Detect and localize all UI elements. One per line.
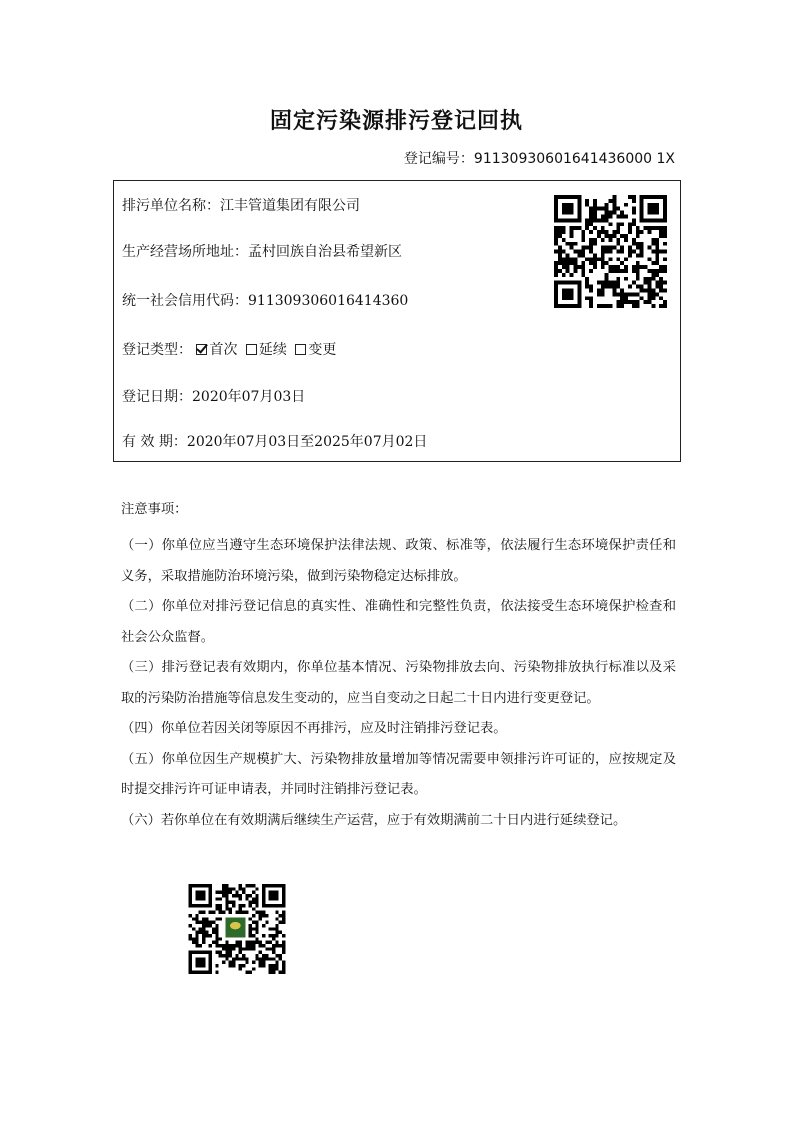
note-item: （六）若你单位在有效期满后继续生产运营，应于有效期满前二十日内进行延续登记。 bbox=[121, 812, 627, 828]
field-validity-period bbox=[122, 431, 427, 451]
field-value: 911309306016414360 bbox=[248, 293, 409, 309]
field-value: 江丰管道集团有限公司 bbox=[220, 198, 360, 214]
field-credit-code bbox=[122, 290, 408, 310]
registration-number-label: 登记编号： bbox=[403, 151, 474, 167]
field-registration-type bbox=[122, 339, 340, 359]
option-first: 首次 bbox=[196, 342, 237, 358]
field-label: 登记类型： bbox=[122, 342, 192, 358]
qr-code-icon bbox=[554, 195, 667, 308]
field-label: 统一社会信用代码： bbox=[122, 293, 248, 309]
qr-code-with-logo-icon bbox=[188, 884, 286, 974]
field-label: 生产经营场所地址： bbox=[122, 244, 248, 260]
checkbox-empty-icon bbox=[246, 344, 257, 355]
field-value: 2020年07月03日 bbox=[192, 389, 306, 405]
field-unit-name bbox=[122, 195, 360, 215]
field-value: 孟村回族自治县希望新区 bbox=[248, 244, 402, 260]
field-label: 登记日期： bbox=[122, 389, 192, 405]
option-change: 变更 bbox=[295, 342, 336, 358]
note-item: （二）你单位对排污登记信息的真实性、准确性和完整性负责，依法接受生态环境保护检查和社会公众监督。 bbox=[121, 599, 676, 645]
notes-section bbox=[121, 500, 676, 836]
notes-title: 注意事项： bbox=[121, 502, 188, 517]
option-renew: 延续 bbox=[246, 342, 287, 358]
field-value: 2020年07月03日至2025年07月02日 bbox=[186, 434, 428, 450]
field-label: 有 效 期： bbox=[122, 434, 187, 450]
registration-number-value: 91130930601641436000 1X bbox=[473, 151, 675, 167]
note-item: （四）你单位若因关闭等原因不再排污，应及时注销排污登记表。 bbox=[121, 721, 507, 736]
field-label: 排污单位名称： bbox=[122, 198, 220, 214]
receipt-box bbox=[113, 180, 681, 462]
field-registration-date bbox=[122, 386, 305, 406]
checkbox-empty-icon bbox=[295, 344, 306, 355]
field-address bbox=[122, 241, 402, 261]
page-title: 固定污染源排污登记回执 bbox=[269, 109, 523, 134]
note-item: （一）你单位应当遵守生态环境保护法律法规、政策、标准等，依法履行生态环境保护责任和义务，采取措施防治环境污染，做到污染物稳定达标排放。 bbox=[121, 538, 676, 584]
note-item: （三）排污登记表有效期内，你单位基本情况、污染物排放去向、污染物排放执行标准以及采取的污染防治措施等信息发生变动的，应当自变动之日起二十日内进行变更登记。 bbox=[121, 660, 676, 706]
registration-number bbox=[404, 148, 675, 168]
note-item: （五）你单位因生产规模扩大、污染物排放量增加等情况需要申领排污许可证的，应按规定及时提交排污许可证申请表，并同时注销排污登记表。 bbox=[121, 751, 676, 797]
checkbox-checked-icon bbox=[196, 344, 207, 355]
